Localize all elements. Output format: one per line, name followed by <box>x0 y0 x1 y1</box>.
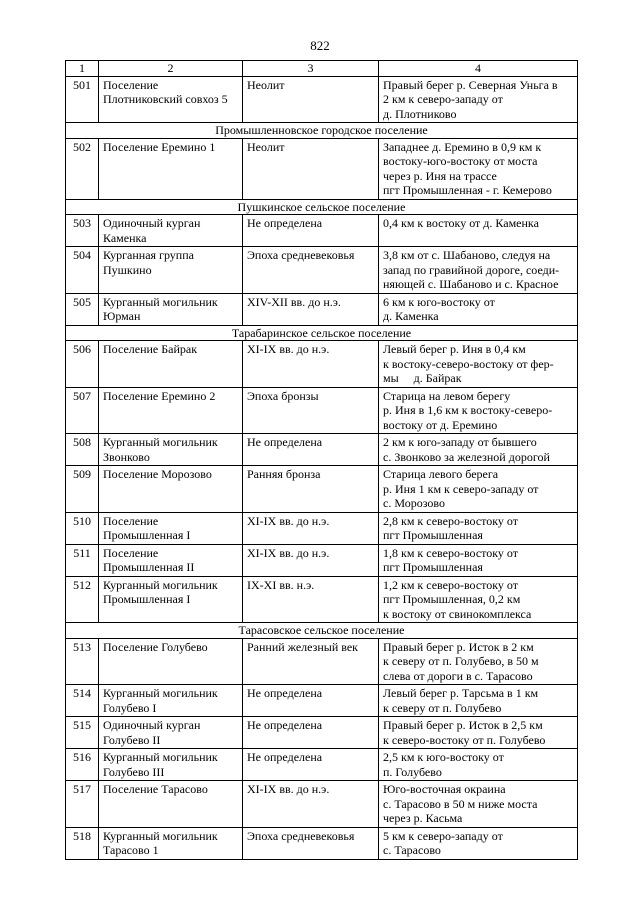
site-name <box>99 341 243 388</box>
site-name <box>99 576 243 623</box>
row-number: 508 <box>66 434 99 466</box>
site-period: XI-IX вв. до н.э. <box>243 512 379 544</box>
site-location <box>379 781 578 828</box>
row-number: 513 <box>66 638 99 685</box>
row-number: 518 <box>66 827 99 859</box>
site-name-line: Одиночный курган <box>103 216 201 230</box>
section-row <box>66 199 578 215</box>
site-location-line: няющей с. Шабаново и с. Красное <box>383 277 559 291</box>
site-period: XI-IX вв. до н.э. <box>243 341 379 388</box>
row-number: 504 <box>66 247 99 294</box>
site-name-line: Поселение <box>103 77 159 92</box>
site-location-line: пгт Промышленная, 0,2 км <box>383 592 521 606</box>
site-name <box>99 717 243 749</box>
table-row <box>66 638 578 685</box>
site-location-line: 0,4 км к востоку от д. Каменка <box>383 216 539 230</box>
table-row <box>66 466 578 513</box>
header-col-3: 3 <box>243 61 379 77</box>
table-row <box>66 434 578 466</box>
table-row <box>66 293 578 325</box>
site-location-line: д. Каменка <box>383 309 439 323</box>
row-number: 507 <box>66 387 99 434</box>
site-location-line: востоку от д. Еремино <box>383 417 498 432</box>
site-name <box>99 387 243 434</box>
site-location-line: запад по гравийной дороге, соеди- <box>383 262 560 277</box>
table-row <box>66 247 578 294</box>
table-row <box>66 544 578 576</box>
site-location-line: востоку-юго-востоку от моста <box>383 154 538 168</box>
table-row <box>66 387 578 434</box>
site-location-line: к востоку от свинокомплекса <box>383 606 532 621</box>
header-col-4: 4 <box>379 61 578 77</box>
header-col-2: 2 <box>99 61 243 77</box>
site-location <box>379 685 578 717</box>
site-location-line: с. Морозово <box>383 496 445 510</box>
site-name <box>99 827 243 859</box>
site-name-line: Голубево III <box>103 764 165 779</box>
site-location-line: д. Плотниково <box>383 106 457 121</box>
site-location-line: Правый берег р. Исток в 2 км <box>383 639 534 654</box>
site-name <box>99 512 243 544</box>
header-col-1: 1 <box>66 61 99 77</box>
site-location-line: через р. Иня на трассе <box>383 168 497 183</box>
site-location-line: п. Голубево <box>383 764 442 779</box>
site-name-line: Поселение Морозово <box>103 467 212 481</box>
site-name-line: Одиночный курган <box>103 718 201 732</box>
table-row <box>66 749 578 781</box>
row-number: 505 <box>66 293 99 325</box>
site-location <box>379 434 578 466</box>
site-location-line: с. Тарасово в 50 м ниже моста <box>383 796 538 811</box>
site-name-line: Курганный могильник <box>103 686 218 700</box>
site-name-line: Курганный могильник <box>103 577 218 592</box>
table-header-row <box>66 61 578 77</box>
site-location-line: 2,8 км к северо-востоку от <box>383 513 519 528</box>
site-location-line: р. Иня в 1,6 км к востоку-северо- <box>383 403 553 417</box>
site-name-line: Промышленная I <box>103 528 191 542</box>
site-location <box>379 247 578 294</box>
site-name-line: Поселение <box>103 545 159 560</box>
site-period: Неолит <box>243 138 379 199</box>
site-location <box>379 387 578 434</box>
site-name-line: Курганная группа <box>103 248 194 262</box>
site-name <box>99 544 243 576</box>
site-location-line: 2 км к юго-западу от бывшего <box>383 435 537 449</box>
site-location-line: к северу от п. Голубево <box>383 700 502 715</box>
site-location-line: через р. Касьма <box>383 811 463 825</box>
site-period: Не определена <box>243 749 379 781</box>
table-row <box>66 576 578 623</box>
site-period: Ранняя бронза <box>243 466 379 513</box>
site-name-line: Курганный могильник <box>103 750 218 764</box>
site-name <box>99 434 243 466</box>
site-location-line: 5 км к северо-западу от <box>383 828 503 843</box>
site-location-line: Старица левого берега <box>383 467 499 481</box>
row-number: 511 <box>66 544 99 576</box>
site-location-line: с. Тарасово <box>383 843 441 857</box>
section-title: Пушкинское сельское поселение <box>66 199 578 215</box>
site-location <box>379 638 578 685</box>
site-name-line: Промышленная II <box>103 560 195 574</box>
row-number: 503 <box>66 215 99 247</box>
site-location <box>379 576 578 623</box>
site-name <box>99 247 243 294</box>
section-row <box>66 325 578 341</box>
site-period: XI-IX вв. до н.э. <box>243 544 379 576</box>
site-location <box>379 717 578 749</box>
site-location-line: 1,8 км к северо-востоку от <box>383 545 519 560</box>
site-period: Неолит <box>243 76 379 123</box>
site-name-line: Поселение Тарасово <box>103 782 208 796</box>
site-name-line: Плотниковский совхоз 5 <box>103 92 228 106</box>
site-name <box>99 781 243 828</box>
site-location-line: Левый берег р. Иня в 0,4 км <box>383 342 526 356</box>
site-location-line: к северо-востоку от п. Голубево <box>383 732 546 747</box>
site-location-line: р. Иня 1 км к северо-западу от <box>383 481 539 496</box>
site-name <box>99 293 243 325</box>
site-name-line: Каменка <box>103 230 147 245</box>
site-location-line: Старица на левом берегу <box>383 388 511 403</box>
section-title: Тарабаринское сельское поселение <box>66 325 578 341</box>
site-name-line: Юрман <box>103 309 141 323</box>
site-location-line: 2 км к северо-западу от <box>383 92 503 106</box>
site-location <box>379 466 578 513</box>
site-location <box>379 512 578 544</box>
row-number: 501 <box>66 76 99 123</box>
site-name-line: Тарасово 1 <box>103 843 159 857</box>
site-location <box>379 827 578 859</box>
site-location <box>379 749 578 781</box>
site-name <box>99 76 243 123</box>
site-location <box>379 76 578 123</box>
site-name-line: Курганный могильник <box>103 294 218 309</box>
site-period: Эпоха бронзы <box>243 387 379 434</box>
table-row <box>66 341 578 388</box>
site-name-line: Курганный могильник <box>103 435 218 449</box>
site-name-line: Пушкино <box>103 262 152 277</box>
site-name-line: Промышленная I <box>103 592 191 606</box>
site-period: Не определена <box>243 717 379 749</box>
section-row <box>66 623 578 639</box>
site-name-line: Курганный могильник <box>103 828 218 843</box>
table-row <box>66 512 578 544</box>
row-number: 512 <box>66 576 99 623</box>
row-number: 515 <box>66 717 99 749</box>
site-location-line: пгт Промышленная <box>383 528 483 542</box>
row-number: 506 <box>66 341 99 388</box>
monuments-table <box>65 60 578 860</box>
site-location-line: Западнее д. Еремино в 0,9 км к <box>383 139 542 154</box>
site-location-line: к востоку-северо-востоку от фер- <box>383 356 554 371</box>
site-period: Эпоха средневековья <box>243 247 379 294</box>
site-name-line: Голубево II <box>103 732 161 747</box>
site-location-line: 3,8 км от с. Шабаново, следуя на <box>383 248 551 262</box>
site-location-line: мы д. Байрак <box>383 371 462 385</box>
table-row <box>66 717 578 749</box>
row-number: 517 <box>66 781 99 828</box>
table-row <box>66 685 578 717</box>
site-period: IX-XI вв. н.э. <box>243 576 379 623</box>
table-row <box>66 215 578 247</box>
site-period: Не определена <box>243 685 379 717</box>
row-number: 516 <box>66 749 99 781</box>
row-number: 514 <box>66 685 99 717</box>
site-name-line: Поселение Голубево <box>103 639 208 654</box>
site-location-line: пгт Промышленная <box>383 560 483 574</box>
site-location <box>379 215 578 247</box>
row-number: 509 <box>66 466 99 513</box>
site-location-line: Юго-восточная окраина <box>383 782 506 796</box>
table-row <box>66 781 578 828</box>
site-name-line: Поселение Еремино 1 <box>103 139 216 154</box>
site-location <box>379 544 578 576</box>
table-row <box>66 76 578 123</box>
site-name-line: Поселение Еремино 2 <box>103 388 216 403</box>
site-location-line: 6 км к юго-востоку от <box>383 294 495 309</box>
site-period: Не определена <box>243 215 379 247</box>
site-location <box>379 293 578 325</box>
site-location <box>379 341 578 388</box>
site-name <box>99 215 243 247</box>
site-location-line: Правый берег р. Северная Уньга в <box>383 77 558 92</box>
site-location-line: 1,2 км к северо-востоку от <box>383 577 519 592</box>
site-period: Эпоха средневековья <box>243 827 379 859</box>
site-period: Не определена <box>243 434 379 466</box>
section-title: Промышленновское городское поселение <box>66 123 578 139</box>
row-number: 510 <box>66 512 99 544</box>
site-name-line: Звонково <box>103 449 150 464</box>
site-location-line: с. Звонково за железной дорогой <box>383 449 550 464</box>
site-name <box>99 138 243 199</box>
table-row <box>66 138 578 199</box>
site-location-line: слева от дороги в с. Тарасово <box>383 668 533 683</box>
site-location <box>379 138 578 199</box>
site-name <box>99 749 243 781</box>
site-location-line: пгт Промышленная - г. Кемерово <box>383 183 552 197</box>
site-period: Ранний железный век <box>243 638 379 685</box>
site-name-line: Поселение Байрак <box>103 342 198 356</box>
site-location-line: 2,5 км к юго-востоку от <box>383 750 504 764</box>
page-number: 822 <box>310 38 330 53</box>
section-title: Тарасовское сельское поселение <box>66 623 578 639</box>
site-name <box>99 685 243 717</box>
table-row <box>66 827 578 859</box>
site-period: XIV-XII вв. до н.э. <box>243 293 379 325</box>
site-name <box>99 638 243 685</box>
site-location-line: к северу от п. Голубево, в 50 м <box>383 654 539 668</box>
site-name-line: Поселение <box>103 513 159 528</box>
site-location-line: Правый берег р. Исток в 2,5 км <box>383 718 543 732</box>
row-number: 502 <box>66 138 99 199</box>
site-location-line: Левый берег р. Тарсьма в 1 км <box>383 686 539 700</box>
section-row <box>66 123 578 139</box>
site-name-line: Голубево I <box>103 700 157 715</box>
site-name <box>99 466 243 513</box>
site-period: XI-IX вв. до н.э. <box>243 781 379 828</box>
